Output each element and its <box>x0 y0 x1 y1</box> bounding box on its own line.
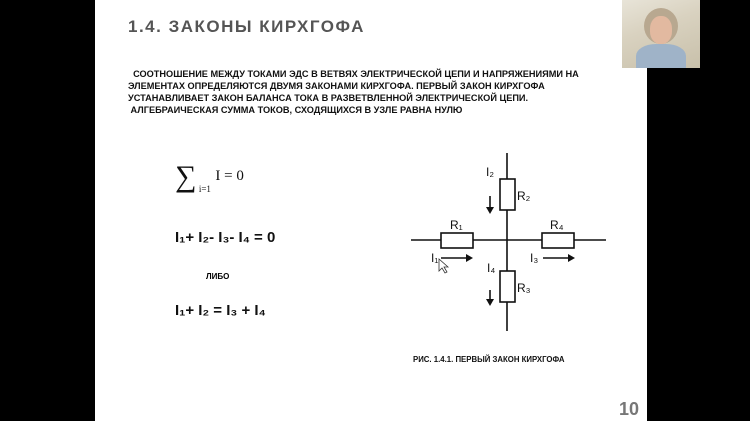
label-i3: I₃ <box>530 251 539 265</box>
webcam-thumbnail <box>622 0 700 68</box>
kirchhoff-formula-2: I₁+ I₂ = I₃ + I₄ <box>175 302 266 319</box>
body-line: ЭЛЕМЕНТАХ ОПРЕДЕЛЯЮТСЯ ДВУМЯ ЗАКОНАМИ КИРХГОФА. ПЕРВЫЙ ЗАКОН КИРХГОФА <box>128 81 545 91</box>
or-label: ЛИБО <box>206 272 230 281</box>
body-line: УСТАНАВЛИВАЕТ ЗАКОН БАЛАНСА ТОКА В РАЗВЕТВЛЕННОЙ ЭЛЕКТРИЧЕСКОЙ ЦЕПИ. <box>128 93 529 103</box>
body-line: СООТНОШЕНИЕ МЕЖДУ ТОКАМИ ЭДС В ВЕТВЯХ ЭЛЕКТРИЧЕСКОЙ ЦЕПИ И НАПРЯЖЕНИЯМИ НА <box>128 69 579 79</box>
sigma-symbol: ∑ <box>175 160 197 193</box>
resistor-r2 <box>500 179 515 210</box>
label-i2: I₂ <box>486 165 494 179</box>
sum-body: I = 0 <box>215 168 244 184</box>
resistor-r4 <box>542 233 574 248</box>
sum-index: i=1 <box>198 184 211 194</box>
label-r1: R₁ <box>450 218 463 232</box>
mouse-cursor-icon <box>439 259 448 273</box>
presenter-body <box>636 44 686 68</box>
label-i1: I₁ <box>431 251 439 265</box>
body-line: АЛГЕБРАИЧЕСКАЯ СУММА ТОКОВ, СХОДЯЩИХСЯ В УЗЛЕ РАВНА НУЛЮ <box>128 105 463 115</box>
resistor-r1 <box>441 233 473 248</box>
page-number: 10 <box>619 399 640 419</box>
resistor-r3 <box>500 271 515 302</box>
kirchhoff-formula-1: I₁+ I₂- I₃- I₄ = 0 <box>175 229 276 246</box>
label-r3: R₃ <box>517 281 531 295</box>
figure-caption: РИС. 1.4.1. ПЕРВЫЙ ЗАКОН КИРХГОФА <box>413 355 565 364</box>
label-r2: R₂ <box>517 189 531 203</box>
label-r4: R₄ <box>550 218 564 232</box>
slide-title: 1.4. ЗАКОНЫ КИРХГОФА <box>128 17 365 36</box>
label-i4: I₄ <box>487 261 496 275</box>
presenter-face <box>650 16 672 44</box>
